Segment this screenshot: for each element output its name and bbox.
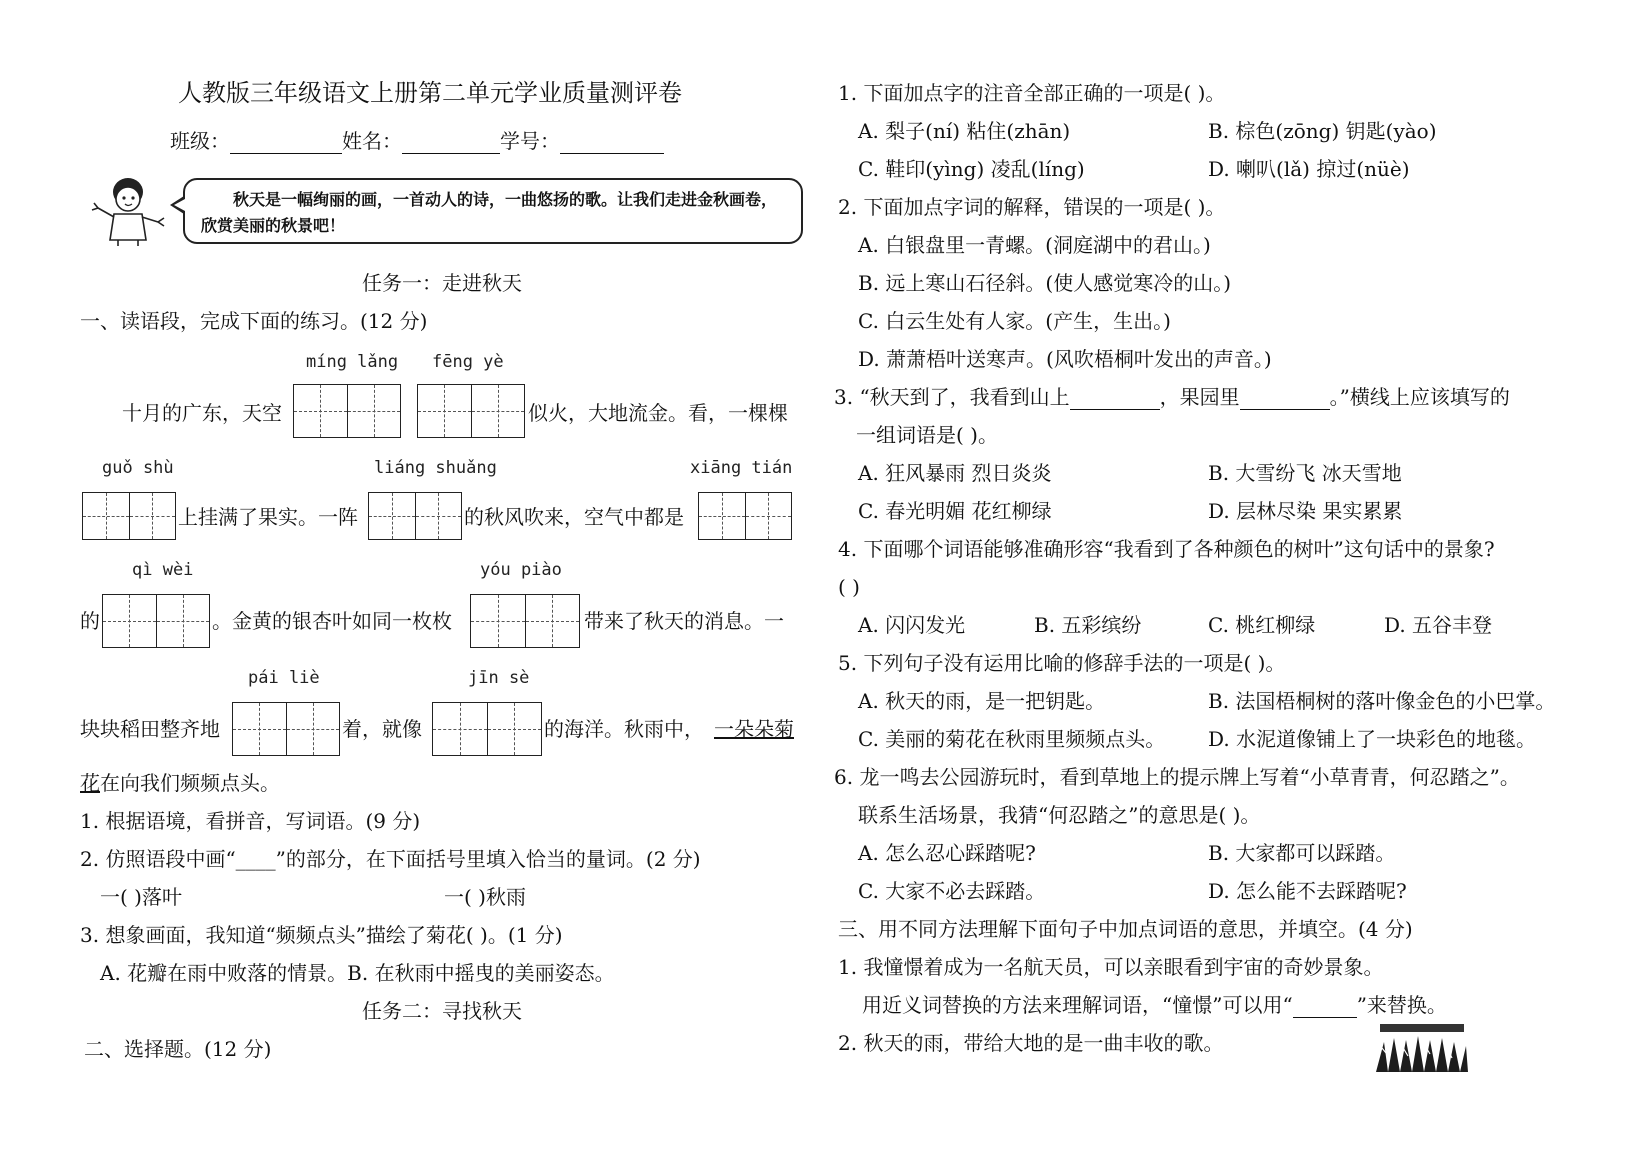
answer-box-1[interactable] [293,384,401,438]
mc-q3-blank-2[interactable] [1240,387,1330,410]
underlined-phrase-start: 一朵朵菊 [714,717,794,741]
pinyin-6: qì wèi [132,560,194,580]
passage-line1-b: 似火，大地流金。看，一棵棵 [528,401,788,425]
task2-heading: 任务二：寻找秋天 [362,999,522,1023]
mc-question-1: 1. 下面加点字的注音全部正确的一项是( )。 [838,81,1226,105]
mc-q2-option-d[interactable]: D. 萧萧梧叶送寒声。(风吹梧桐叶发出的声音。) [858,347,1272,371]
mc-q5-option-a[interactable]: A. 秋天的雨，是一把钥匙。 [858,689,1106,713]
answer-box-4[interactable] [368,492,462,540]
passage-line5-rest: 在向我们频频点头。 [100,771,280,795]
mc-q3-option-a[interactable]: A. 狂风暴雨 烈日炎炎 [858,461,1052,485]
pinyin-1: míng lǎng [306,352,399,372]
s3-q1-hint-a: 用近义词替换的方法来理解词语，“憧憬”可以用“ [862,993,1293,1017]
mc-q2-option-a[interactable]: A. 白银盘里一青螺。(洞庭湖中的君山。) [858,233,1211,257]
mc-q3-text-a: 3. “秋天到了，我看到山上 [834,385,1070,409]
pinyin-4: liáng shuǎng [374,458,497,478]
passage-line3-a: 的 [80,609,100,633]
mc-q1-option-b[interactable]: B. 棕色(zōng) 钥匙(yào) [1208,119,1437,143]
answer-box-9[interactable] [432,702,542,756]
mc-question-6: 6. 龙一鸣去公园游玩时，看到草地上的提示牌上写着“小草青青，何忍踏之”。 [834,765,1520,789]
pinyin-9: jīn sè [468,668,530,688]
intro-text: 秋天是一幅绚丽的画，一首动人的诗，一曲悠扬的歌。让我们走进金秋画卷，欣赏美丽的秋景吧！ [201,190,778,235]
mc-question-5: 5. 下列句子没有运用比喻的修辞手法的一项是( )。 [838,651,1286,675]
task1-heading: 任务一：走进秋天 [362,271,522,295]
s3-q1-hint [862,992,1447,1018]
s3-q1-blank[interactable] [1293,995,1357,1018]
mc-question-3 [834,384,1510,410]
task1-q2-blank-a[interactable]: 一( )落叶 [100,885,182,909]
page-title: 人教版三年级语文上册第二单元学业质量测评卷 [178,79,682,107]
id-label: 学号： [500,129,560,153]
class-label: 班级： [170,129,230,153]
mc-q5-option-c[interactable]: C. 美丽的菊花在秋雨里频频点头。 [858,727,1166,751]
passage-line3-c: 带来了秋天的消息。一 [584,609,784,633]
pinyin-5: xiāng tián [690,458,793,478]
section3-heading: 三、用不同方法理解下面句子中加点词语的意思，并填空。(4 分) [838,917,1413,941]
pinyin-7: yóu piào [480,560,562,580]
s3-question-2: 2. 秋天的雨，带给大地的是一曲丰收的歌。 [838,1031,1224,1055]
pinyin-8: pái liè [248,668,320,688]
mc-q4-option-d[interactable]: D. 五谷丰登 [1384,613,1493,637]
task1-q2-blank-b[interactable]: 一( )秋雨 [444,885,526,909]
name-label: 姓名： [342,129,402,153]
pinyin-3: guǒ shù [102,458,174,478]
mc-q4-option-b[interactable]: B. 五彩缤纷 [1034,613,1142,637]
mc-q6-option-a[interactable]: A. 怎么忍心踩踏呢? [858,841,1036,865]
mc-q1-option-c[interactable]: C. 鞋印(yìng) 凌乱(líng) [858,157,1085,181]
mc-q3-option-c[interactable]: C. 春光明媚 花红柳绿 [858,499,1052,523]
mc-q2-option-c[interactable]: C. 白云生处有人家。(产生，生出。) [858,309,1171,333]
s3-q1-hint-b: ”来替换。 [1356,993,1447,1017]
task1-q3-options: A. 花瓣在雨中败落的情景。B. 在秋雨中摇曳的美丽姿态。 [100,961,615,985]
mc-q6-option-c[interactable]: C. 大家不必去踩踏。 [858,879,1046,903]
passage-line1-a: 十月的广东，天空 [122,401,282,425]
answer-box-2[interactable] [417,384,525,438]
mc-q5-option-b[interactable]: B. 法国梧桐树的落叶像金色的小巴掌。 [1208,689,1556,713]
grass-illustration [1372,1018,1472,1074]
section2-heading: 二、选择题。(12 分) [84,1037,272,1061]
mc-q6-option-b[interactable]: B. 大家都可以踩踏。 [1208,841,1396,865]
mc-q3-text-c: 。”横线上应该填写的 [1329,385,1510,409]
mc-question-2: 2. 下面加点字词的解释，错误的一项是( )。 [838,195,1226,219]
section1-heading: 一、读语段，完成下面的练习。(12 分) [80,309,428,333]
passage-line4-a: 块块稻田整齐地 [80,717,220,741]
intro-speech-bubble [183,178,803,244]
passage-line4-c: 的海洋。秋雨中， [544,717,704,741]
mc-q3-option-d[interactable]: D. 层林尽染 果实累累 [1208,499,1403,523]
s3-question-1: 1. 我憧憬着成为一名航天员，可以亲眼看到宇宙的奇妙景象。 [838,955,1384,979]
pinyin-2: fēng yè [432,352,504,372]
mc-q5-option-d[interactable]: D. 水泥道像铺上了一块彩色的地毯。 [1208,727,1537,751]
answer-box-8[interactable] [232,702,340,756]
passage-line2-b: 的秋风吹来，空气中都是 [464,505,684,529]
answer-box-6[interactable] [102,594,210,648]
mc-question-4: 4. 下面哪个词语能够准确形容“我看到了各种颜色的树叶”这句话中的景象? [838,537,1495,561]
task1-question-3: 3. 想象画面，我知道“频频点头”描绘了菊花( )。(1 分) [80,923,563,947]
mc-q4-option-c[interactable]: C. 桃红柳绿 [1208,613,1316,637]
mc-q1-option-a[interactable]: A. 梨子(ní) 粘住(zhān) [858,119,1071,143]
answer-box-5[interactable] [698,492,792,540]
mc-q3-blank-1[interactable] [1070,387,1160,410]
mc-q3-line2: 一组词语是( )。 [856,423,998,447]
task1-question-1: 1. 根据语境，看拼音，写词语。(9 分) [80,809,421,833]
student-info-row [170,128,664,154]
mc-q4-option-a[interactable]: A. 闪闪发光 [858,613,966,637]
answer-box-3[interactable] [82,492,176,540]
id-blank[interactable] [560,131,664,154]
child-illustration [88,172,170,248]
passage-line5 [80,770,280,796]
name-blank[interactable] [402,131,500,154]
mc-q1-option-d[interactable]: D. 喇叭(lǎ) 掠过(nüè) [1208,157,1410,181]
passage-line4-b: 着，就像 [342,717,422,741]
mc-q2-option-b[interactable]: B. 远上寒山石径斜。(使人感觉寒冷的山。) [858,271,1232,295]
task1-question-2: 2. 仿照语段中画“____”的部分，在下面括号里填入恰当的量词。(2 分) [80,847,701,871]
mc-q3-option-b[interactable]: B. 大雪纷飞 冰天雪地 [1208,461,1402,485]
mc-q6-line2: 联系生活场景，我猜“何忍踏之”的意思是( )。 [858,803,1261,827]
answer-box-7[interactable] [470,594,580,648]
mc-q3-text-b: ，果园里 [1159,385,1240,409]
speech-bubble-tail-inner [174,199,185,211]
passage-line2-a: 上挂满了果实。一阵 [178,505,358,529]
underlined-phrase-end: 花 [80,771,100,795]
mc-q4-paren[interactable]: ( ) [838,575,860,599]
mc-q6-option-d[interactable]: D. 怎么能不去踩踏呢? [1208,879,1407,903]
passage-line3-b: 。金黄的银杏叶如同一枚枚 [212,609,452,633]
class-blank[interactable] [230,131,342,154]
